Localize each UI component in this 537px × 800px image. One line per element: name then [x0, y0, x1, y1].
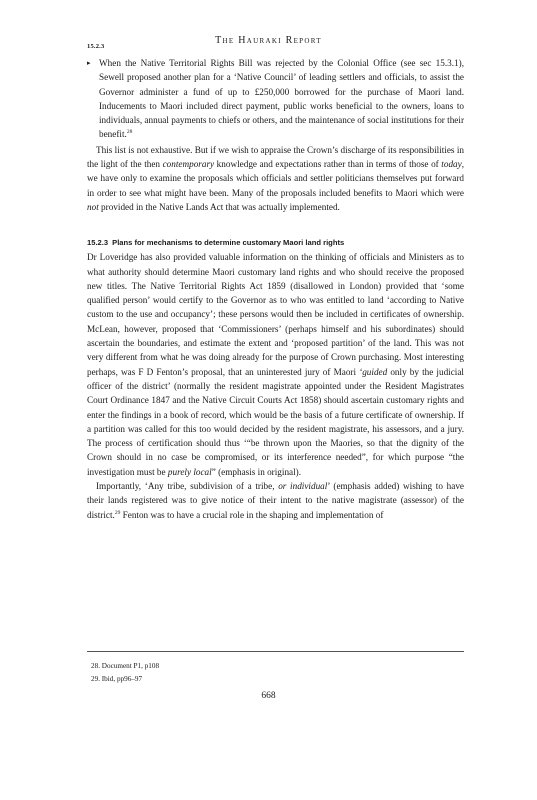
footnotes	[87, 660, 464, 685]
footnote-ref-29: 29	[114, 509, 121, 516]
footnote-divider	[87, 651, 464, 652]
bullet-item	[87, 56, 464, 142]
footnote-ref-28: 28	[126, 129, 133, 136]
section-gap	[87, 214, 464, 236]
bullet-triangle-icon: ▸	[87, 59, 91, 67]
body-text	[87, 56, 464, 522]
running-head: The Hauraki Report	[215, 35, 322, 46]
paragraph-loveridge: Dr Loveridge has also provided valuable information on the thinking of officials and Ministers as to what authority should determine Maori customary land rights and who should receive the proposed new titles. The Native Territorial Rights Act 1859 (disallowed in London) provided that ‘some qualified person’ would certify to the Governor as to who was entitled to land ‘according to Native custom to the use and occupancy’; these persons would then be included in certificates of ownership. McLean, however, proposed that ‘Commissioners’ (perhaps himself and his subordinates) should ascertain the boundaries, and estimate the extent and ‘proposed partition’ of the land. This was not very different from what he was doing already for the purpose of Crown purchasing. Most interesting perhaps, was F D Fenton’s proposal, that an uninterested jury of Maori ‘guided only by the judicial officer of the district’ (normally the resident magistrate appointed under the Resident Magistrates Court Ordinance 1847 and the Native Circuit Courts Act 1858) should ascertain customary rights and enter the findings in a book of record, which would be the basis of a future certificate of ownership. If a partition was called for this too would decided by the resident magistrate, his assessors, and a jury. The process of certification should thus ‘“be thrown upon the Maories, so that the dignity of the Crown should in no case be compromised, or its interference needed”, for which purpose “the investigation must be purely local” (emphasis in original).	[87, 252, 464, 477]
subsection-number: 15.2.3	[87, 238, 109, 248]
section-number: 15.2.3	[87, 43, 105, 50]
paragraph-list-not-exhaustive: This list is not exhaustive. But if we wish to appraise the Crown’s discharge of its responsibilities in the light of the then contemporary knowledge and expectations rather than in terms of those of today, we have only to examine the proposals which officials and settler politicians themselves put forward in order to see what might have been. Many of the proposals included benefits to Maori which were not provided in the Native Lands Act that was actually implemented.	[87, 144, 465, 212]
subsection-title: Plans for mechanisms to determine customary Maori land rights	[112, 238, 345, 248]
footnote-item: 28. Document P1, p108	[91, 662, 160, 670]
paragraph-importantly: Importantly, ‘Any tribe, subdivision of a tribe, or individual’ (emphasis added) wishing to have their lands registered was to give notice of their intent to the native magistrate (assessor) of the district.$^{29}$ Fenton was to have a crucial role in the shaping and implementation of	[87, 481, 464, 520]
subsection-heading	[87, 236, 464, 250]
footnote-item: 29. Ibid, pp96–97	[91, 674, 143, 683]
page-number: 668	[261, 691, 276, 701]
bullet-text: When the Native Territorial Rights Bill was rejected by the Colonial Office (see sec 15.3.1), Sewell proposed another plan for a ‘Native Council’ of leading settlers and officials, to assist the Governor administer a fund of up to £250,000 borrowed for the purchase of Maori land. Inducements to Maori included direct payment, public works beneficial to the owners, loans to individuals, annual payments to chiefs or others, and the maintenance of social institutions for their benefit.	[99, 58, 464, 140]
